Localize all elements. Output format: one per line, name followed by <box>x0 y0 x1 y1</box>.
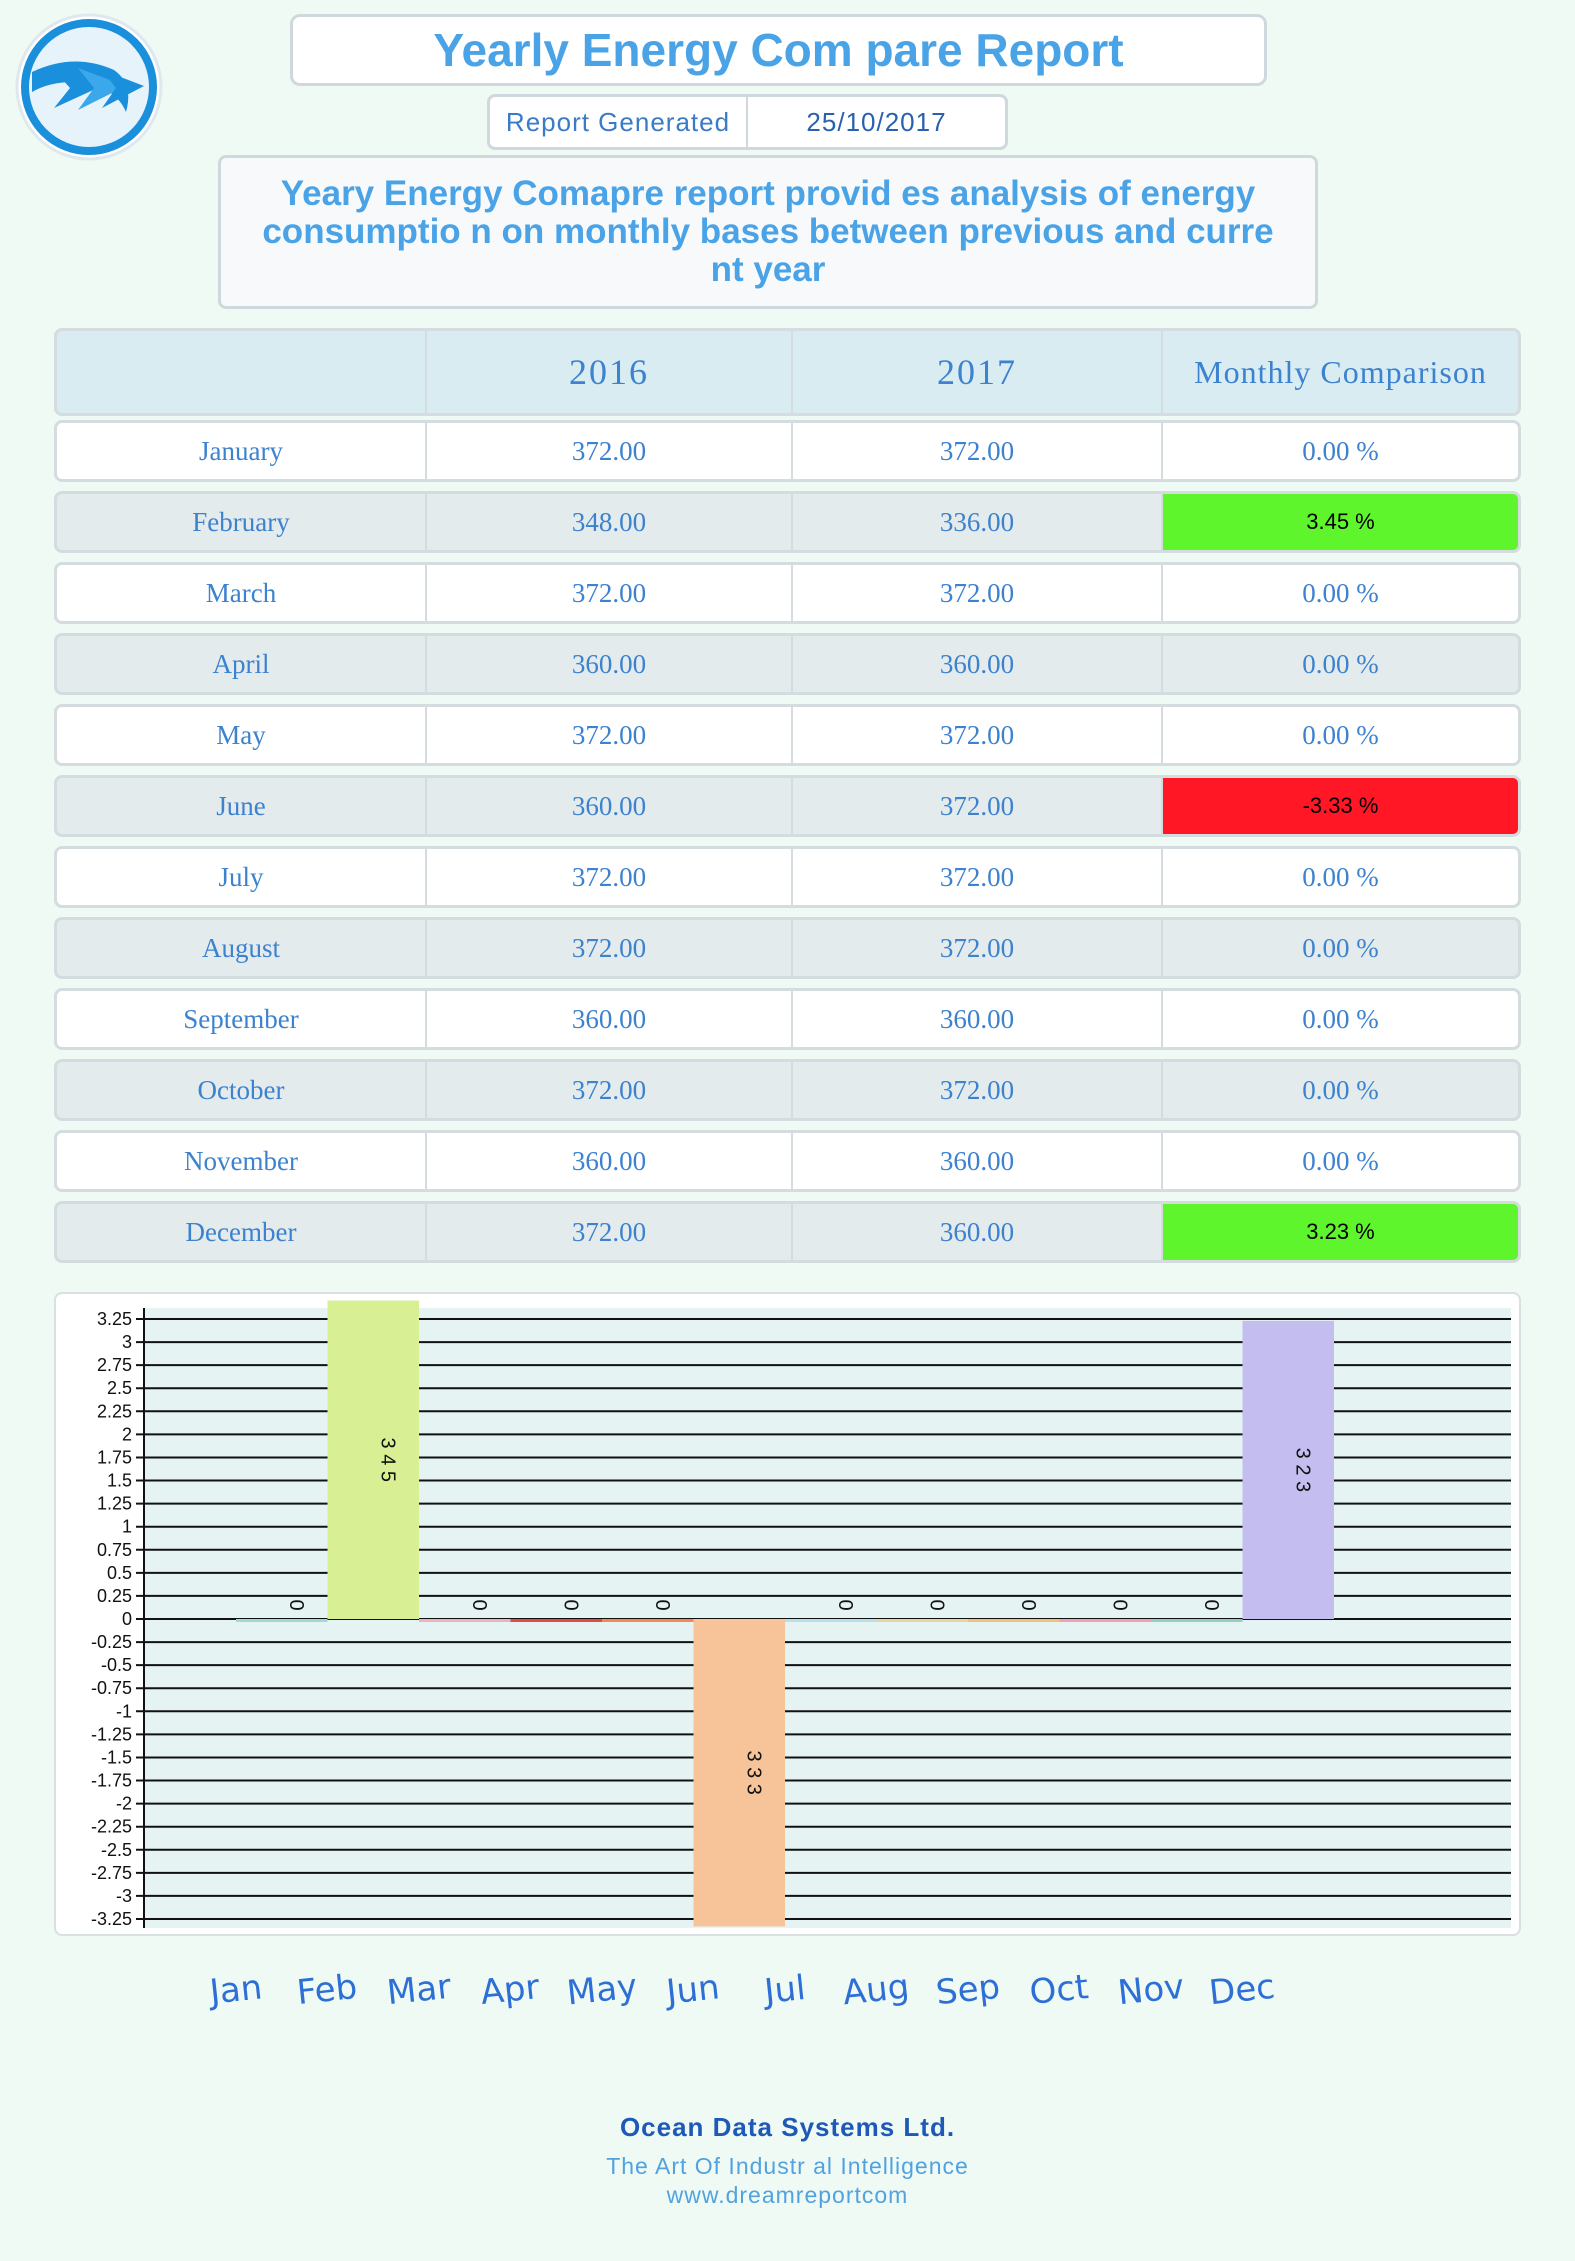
table-row <box>54 846 1521 908</box>
bar <box>1151 1619 1243 1622</box>
comparison-cell: 3.45 % <box>1163 494 1518 550</box>
value-2017-cell: 372.00 <box>793 849 1163 905</box>
y-tick-label: -2.25 <box>90 1816 132 1837</box>
comparison-chart-panel <box>54 1292 1521 1936</box>
value-2017-cell: 336.00 <box>793 494 1163 550</box>
table-row <box>54 562 1521 624</box>
value-2016-cell: 372.00 <box>427 707 793 763</box>
x-tick-label: Feb <box>295 1966 360 2014</box>
value-2017-cell: 372.00 <box>793 778 1163 834</box>
report-generated-date: 25/10/2017 <box>806 106 947 137</box>
x-tick-label: Dec <box>1207 1966 1278 2014</box>
x-tick-label: Sep <box>933 1966 1002 2014</box>
month-cell: April <box>57 636 427 692</box>
value-2016-cell: 360.00 <box>427 1133 793 1189</box>
month-cell: May <box>57 707 427 763</box>
y-tick-label: -0.75 <box>90 1678 132 1699</box>
table-row <box>54 633 1521 695</box>
x-tick-label: Jul <box>762 1967 808 2013</box>
bar <box>785 1619 877 1622</box>
y-tick-label: 3 <box>121 1332 132 1353</box>
table-header-cell <box>57 331 427 413</box>
table-row <box>54 1059 1521 1121</box>
y-tick-label: -2 <box>115 1793 132 1814</box>
x-tick-label: Jan <box>207 1967 264 2013</box>
bar <box>1243 1321 1335 1619</box>
comparison-cell: 0.00 % <box>1302 648 1379 679</box>
value-2017-cell: 372.00 <box>793 707 1163 763</box>
bar <box>602 1619 694 1622</box>
value-2016-cell: 372.00 <box>427 1062 793 1118</box>
month-cell: July <box>57 849 427 905</box>
bar-data-label: 0 <box>1199 1599 1222 1611</box>
y-tick-label: 1.75 <box>96 1447 132 1468</box>
table-header-row <box>54 328 1521 416</box>
y-tick-label: 3.25 <box>96 1309 132 1329</box>
y-tick-label: -3 <box>115 1885 132 1906</box>
y-tick-label: 1.25 <box>96 1493 132 1514</box>
month-cell: January <box>57 423 427 479</box>
bar-data-label: 0 <box>650 1599 673 1611</box>
report-title: Yearly Energy Com pare Report <box>290 14 1267 86</box>
month-cell: June <box>57 778 427 834</box>
bar <box>328 1301 420 1619</box>
y-tick-label: 1 <box>121 1516 132 1537</box>
month-cell: August <box>57 920 427 976</box>
bar <box>694 1619 786 1926</box>
table-row <box>54 1201 1521 1263</box>
report-generated-label: Report Generated <box>490 97 748 147</box>
value-2016-cell: 372.00 <box>427 423 793 479</box>
footer-website: www.dreamreportcom <box>666 2182 909 2208</box>
x-tick-label: May <box>564 1966 639 2014</box>
month-cell: October <box>57 1062 427 1118</box>
comparison-cell: 0.00 % <box>1302 719 1379 750</box>
table-row <box>54 988 1521 1050</box>
value-2017-cell: 360.00 <box>793 991 1163 1047</box>
y-tick-label: 0.5 <box>106 1562 132 1583</box>
table-row <box>54 917 1521 979</box>
value-2016-cell: 360.00 <box>427 636 793 692</box>
chart-x-labels <box>0 1966 1575 2030</box>
bar <box>968 1619 1060 1622</box>
comparison-cell: 3.23 % <box>1163 1204 1518 1260</box>
bar-data-label: 0 <box>1108 1599 1131 1611</box>
y-tick-label: -2.5 <box>100 1839 132 1860</box>
value-2016-cell: 360.00 <box>427 991 793 1047</box>
y-tick-label: -1.75 <box>90 1770 132 1791</box>
table-row <box>54 1130 1521 1192</box>
x-tick-label: Nov <box>1115 1966 1186 2014</box>
value-2016-cell: 348.00 <box>427 494 793 550</box>
y-tick-label: -1.25 <box>90 1724 132 1745</box>
comparison-cell: -3.33 % <box>1163 778 1518 834</box>
x-tick-label: Oct <box>1027 1967 1091 2013</box>
footer <box>0 2112 1575 2209</box>
value-2017-cell: 360.00 <box>793 1133 1163 1189</box>
x-tick-label: Apr <box>478 1967 542 2013</box>
y-tick-label: 2.25 <box>96 1401 132 1422</box>
x-tick-label: Jun <box>664 1967 722 2013</box>
y-tick-label: 2.75 <box>96 1355 132 1376</box>
value-2016-cell: 372.00 <box>427 849 793 905</box>
report-generated-box <box>487 94 1008 150</box>
bar-data-label: 0 <box>925 1599 948 1611</box>
table-row <box>54 491 1521 553</box>
y-tick-label: -0.25 <box>90 1632 132 1653</box>
month-cell: December <box>57 1204 427 1260</box>
table-header-cell: 2016 <box>427 331 793 413</box>
comparison-cell: 0.00 % <box>1302 435 1379 466</box>
bar-data-label: 3 3 3 <box>742 1750 765 1795</box>
logo-icon <box>14 12 164 162</box>
bar-data-label: 0 <box>1016 1599 1039 1611</box>
table-header-cell: Monthly Comparison <box>1194 353 1487 390</box>
y-tick-label: -1 <box>115 1701 132 1722</box>
value-2016-cell: 360.00 <box>427 778 793 834</box>
value-2017-cell: 372.00 <box>793 565 1163 621</box>
month-cell: September <box>57 991 427 1047</box>
footer-company: Ocean Data Systems Ltd. <box>619 2112 956 2142</box>
value-2017-cell: 372.00 <box>793 1062 1163 1118</box>
bar-data-label: 3 4 5 <box>376 1437 399 1483</box>
y-tick-label: 1.5 <box>106 1470 132 1491</box>
table-header-cell: 2017 <box>793 331 1163 413</box>
table-row <box>54 775 1521 837</box>
y-tick-label: 0.25 <box>96 1585 132 1606</box>
value-2017-cell: 360.00 <box>793 1204 1163 1260</box>
comparison-cell: 0.00 % <box>1302 861 1379 892</box>
comparison-cell: 0.00 % <box>1302 1003 1379 1034</box>
comparison-cell: 0.00 % <box>1302 1074 1379 1105</box>
y-tick-label: 0 <box>121 1609 132 1629</box>
month-cell: February <box>57 494 427 550</box>
bar <box>511 1619 603 1622</box>
value-2017-cell: 372.00 <box>793 423 1163 479</box>
comparison-cell: 0.00 % <box>1302 932 1379 963</box>
comparison-chart <box>56 1294 1523 1938</box>
bar-data-label: 0 <box>833 1599 856 1611</box>
bar <box>1060 1619 1152 1622</box>
comparison-cell: 0.00 % <box>1302 1145 1379 1176</box>
table-row <box>54 420 1521 482</box>
bar-data-label: 3 2 3 <box>1291 1447 1314 1493</box>
energy-table <box>54 328 1521 1272</box>
table-row <box>54 704 1521 766</box>
bar-data-label: 0 <box>284 1599 307 1611</box>
y-tick-label: 2.5 <box>106 1378 132 1399</box>
value-2017-cell: 372.00 <box>793 920 1163 976</box>
y-tick-label: -3.25 <box>90 1909 132 1929</box>
bar <box>877 1619 969 1622</box>
value-2016-cell: 372.00 <box>427 1204 793 1260</box>
y-tick-label: 2 <box>121 1424 132 1445</box>
bar-data-label: 0 <box>559 1599 582 1611</box>
month-cell: November <box>57 1133 427 1189</box>
y-tick-label: -2.75 <box>90 1862 132 1883</box>
footer-tagline: The Art Of Industr al Intelligence <box>606 2153 969 2179</box>
value-2016-cell: 372.00 <box>427 565 793 621</box>
comparison-cell: 0.00 % <box>1302 577 1379 608</box>
y-tick-label: 0.75 <box>96 1539 132 1560</box>
value-2016-cell: 372.00 <box>427 920 793 976</box>
x-tick-label: Mar <box>384 1966 453 2014</box>
bar <box>236 1619 328 1622</box>
value-2017-cell: 360.00 <box>793 636 1163 692</box>
y-tick-label: -1.5 <box>100 1747 132 1768</box>
x-tick-label: Aug <box>841 1966 912 2014</box>
y-tick-label: -0.5 <box>100 1655 132 1676</box>
report-description: Yeary Energy Comapre report provid es analysis of energy consumptio n on monthly bases between previous and curre nt year <box>218 155 1318 309</box>
bar-data-label: 0 <box>467 1599 490 1611</box>
bar <box>419 1619 511 1622</box>
month-cell: March <box>57 565 427 621</box>
